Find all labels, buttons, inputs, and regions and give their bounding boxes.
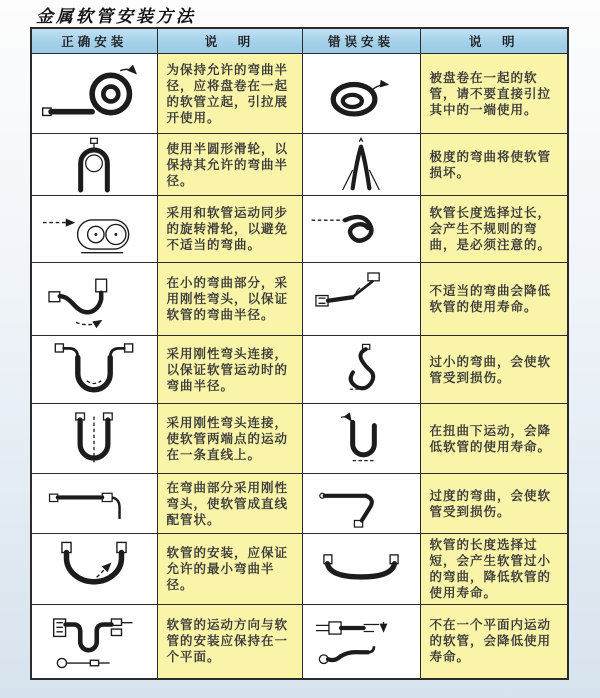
installation-table xyxy=(30,27,569,680)
wrong-illustration-cell xyxy=(302,534,420,605)
table-row xyxy=(31,134,568,196)
correct-description: 使用半圆形滑轮，以保持其允许的弯曲半径。 xyxy=(157,134,302,196)
wrong-illustration-cell xyxy=(302,404,420,474)
wrong-illustration-cell xyxy=(302,134,420,196)
wrong-illustration-cell xyxy=(302,474,420,534)
hose-moving-under-torsion-illustration xyxy=(311,408,411,470)
correct-description: 软管的运动方向与软管的安装应保持在一个平面。 xyxy=(157,605,302,679)
rigid-elbow-connection-u-bend-illustration xyxy=(40,338,148,402)
column-header-correct-install: 正确安装 xyxy=(31,28,157,54)
correct-description: 采用刚性弯头连接，以保证软管运动时的弯曲半径。 xyxy=(157,336,302,404)
page-title: 金属软管安装方法 xyxy=(36,7,196,26)
correct-illustration-cell xyxy=(31,134,157,196)
column-header-wrong-install: 错误安装 xyxy=(302,28,420,54)
hose-motion-out-of-plane-illustration xyxy=(309,608,413,674)
table-row xyxy=(31,54,568,134)
minimum-bend-radius-u-illustration xyxy=(39,537,149,601)
correct-illustration-cell xyxy=(31,474,157,534)
wrong-description: 过小的弯曲，会使软管受到损伤。 xyxy=(420,336,568,404)
improper-bend-at-fitting-illustration xyxy=(309,268,413,330)
wrong-description: 不适当的弯曲会降低软管的使用寿命。 xyxy=(420,263,568,336)
table-row xyxy=(31,196,568,263)
wrong-description: 不在一个平面内运动的软管，会降低使用寿命。 xyxy=(420,605,568,679)
wrong-description: 极度的弯曲将使软管损坏。 xyxy=(420,134,568,196)
hose-over-semicircular-pulley-illustration xyxy=(44,136,144,194)
extremely-bent-hose-illustration xyxy=(311,136,411,194)
too-small-bend-hook-illustration xyxy=(313,339,409,401)
correct-illustration-cell xyxy=(31,404,157,474)
wrong-description: 在扭曲下运动，会降低软管的使用寿命。 xyxy=(420,404,568,474)
coiled-hose-pulled-by-one-end-illustration xyxy=(309,62,413,126)
wrong-description: 软管的长度选择过短，会产生软管过小的弯曲，降低软管的使用寿命。 xyxy=(420,534,568,605)
excessively-bent-hose-illustration xyxy=(309,476,413,532)
column-header-wrong-note: 说 明 xyxy=(420,28,568,54)
coiled-hose-stood-up-unrolled-illustration xyxy=(38,61,150,127)
correct-illustration-cell xyxy=(31,336,157,404)
wrong-description: 软管长度选择过长，会产生不规则的弯曲，是必须注意的。 xyxy=(420,196,568,263)
synchronized-rotating-pulley-carrier-illustration xyxy=(38,198,150,260)
table-row xyxy=(31,336,568,404)
correct-illustration-cell xyxy=(31,196,157,263)
correct-description: 软管的安装，应保证允许的最小弯曲半径。 xyxy=(157,534,302,605)
correct-description: 采用刚性弯头连接，使软管两端点的运动在一条直线上。 xyxy=(157,404,302,474)
wrong-illustration-cell xyxy=(302,54,420,134)
wrong-description: 被盘卷在一起的软管，请不要直接引拉其中的一端使用。 xyxy=(420,54,568,134)
wrong-illustration-cell xyxy=(302,263,420,336)
correct-illustration-cell xyxy=(31,54,157,134)
correct-illustration-cell xyxy=(31,534,157,605)
table-row xyxy=(31,605,568,679)
wrong-description: 过度的弯曲，会使软管受到损伤。 xyxy=(420,474,568,534)
table-row xyxy=(31,404,568,474)
column-header-correct-note: 说 明 xyxy=(157,28,302,54)
correct-description: 在小的弯曲部分，采用刚性弯头，以保证软管的弯曲半径。 xyxy=(157,263,302,336)
table-row xyxy=(31,474,568,534)
hose-motion-in-one-plane-illustration xyxy=(39,607,149,675)
wrong-illustration-cell xyxy=(302,605,420,679)
table-row xyxy=(31,263,568,336)
correct-illustration-cell xyxy=(31,263,157,336)
wrong-illustration-cell xyxy=(302,196,420,263)
rigid-elbow-at-small-bend-illustration xyxy=(40,266,148,332)
straight-hose-with-rigid-elbow-illustration xyxy=(38,476,150,532)
table-row xyxy=(31,534,568,605)
correct-description: 为保持允许的弯曲半径，应将盘卷在一起的软管立起，引拉展开使用。 xyxy=(157,54,302,134)
correct-description: 采用和软管运动同步的旋转滑轮，以避免不适当的弯曲。 xyxy=(157,196,302,263)
overlong-hose-irregular-bend-illustration xyxy=(307,199,415,259)
wrong-illustration-cell xyxy=(302,336,420,404)
too-short-hose-shallow-bend-illustration xyxy=(306,539,416,599)
u-bend-endpoints-straight-line-illustration xyxy=(42,407,146,471)
correct-illustration-cell xyxy=(31,605,157,679)
header-row xyxy=(31,28,568,54)
correct-description: 在弯曲部分采用刚性弯头，使软管成直线配管状。 xyxy=(157,474,302,534)
